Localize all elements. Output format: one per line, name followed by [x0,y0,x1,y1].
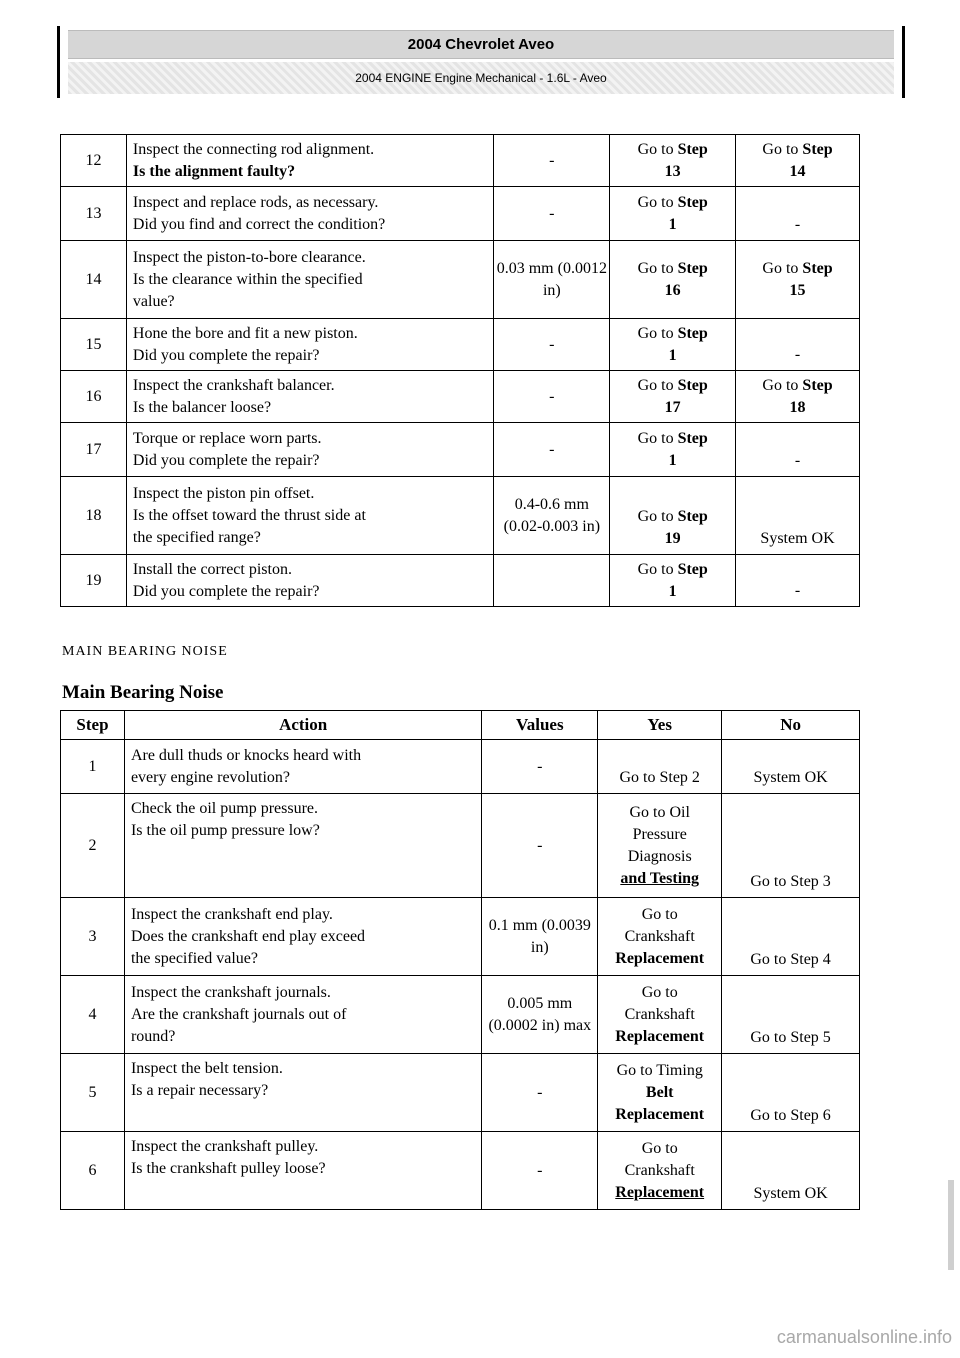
action-cell: Inspect the connecting rod alignment. Is the alignment faulty? [126,135,493,187]
yes-cell[interactable]: Go to Timing Belt Replacement [598,1054,722,1132]
table-row [61,477,860,555]
watermark: carmanualsonline.info [776,1327,952,1347]
table-caption: Main Bearing Noise [62,682,224,703]
yes-cell[interactable]: Go to Crankshaft Replacement [598,976,722,1054]
table-row [61,319,860,371]
action-cell: Hone the bore and fit a new piston. Did you complete the repair? [126,319,493,371]
header-action: Action [124,711,481,740]
action-cell: Check the oil pump pressure. Is the oil pump pressure low? [124,794,481,898]
action-cell: Torque or replace worn parts. Did you complete the repair? [126,423,493,477]
step-number: 16 [61,371,127,423]
step-number: 19 [61,555,127,607]
value-cell: - [482,794,598,898]
step-number: 3 [61,898,125,976]
yes-cell[interactable]: Go to Step 13 [610,135,736,187]
value-cell: 0.4-0.6 mm (0.02-0.003 in) [494,477,610,555]
header-yes: Yes [598,711,722,740]
no-cell: Go to Step 6 [722,1054,860,1132]
no-cell[interactable]: Go to Step 14 [736,135,860,187]
no-cell: System OK [736,477,860,555]
yes-cell[interactable]: Go to Crankshaft Replacement [598,898,722,976]
yes-cell[interactable]: Go to Step 19 [610,477,736,555]
value-cell: - [494,423,610,477]
yes-cell[interactable]: Go to Crankshaft Replacement [598,1132,722,1210]
step-number: 13 [61,187,127,241]
table-row [61,794,860,898]
table-row [61,976,860,1054]
yes-cell[interactable]: Go to Step 16 [610,241,736,319]
value-cell [494,555,610,607]
no-cell: Go to Step 4 [722,898,860,976]
no-cell: - [736,555,860,607]
action-cell: Are dull thuds or knocks heard with every engine revolution? [124,740,481,794]
header-values: Values [482,711,598,740]
section-label: MAIN BEARING NOISE [62,644,228,659]
step-number: 15 [61,319,127,371]
table-row [61,1132,860,1210]
action-cell: Inspect the crankshaft balancer. Is the balancer loose? [126,371,493,423]
action-cell: Inspect the piston-to-bore clearance. Is the clearance within the specified value? [126,241,493,319]
table-row [61,1054,860,1132]
no-cell: Go to Step 3 [722,794,860,898]
document-subtitle: 2004 ENGINE Engine Mechanical - 1.6L - Aveo [68,62,894,94]
no-cell: System OK [722,1132,860,1210]
scroll-edge [948,1180,954,1270]
step-number: 17 [61,423,127,477]
yes-cell[interactable]: Go to Step 1 [610,423,736,477]
step-number: 5 [61,1054,125,1132]
table-header-row [61,711,860,740]
value-cell: - [482,1054,598,1132]
yes-cell[interactable]: Go to Step 1 [610,187,736,241]
value-cell: 0.005 mm (0.0002 in) max [482,976,598,1054]
page-header [57,26,905,98]
step-number: 12 [61,135,127,187]
table-row [61,187,860,241]
yes-cell[interactable]: Go to Step 17 [610,371,736,423]
table-row [61,241,860,319]
value-cell: - [494,371,610,423]
document-title: 2004 Chevrolet Aveo [68,30,894,59]
action-cell: Inspect and replace rods, as necessary. Did you find and correct the condition? [126,187,493,241]
value-cell: - [494,135,610,187]
action-cell: Inspect the crankshaft journals. Are the crankshaft journals out of round? [124,976,481,1054]
no-cell: - [736,319,860,371]
step-number: 2 [61,794,125,898]
yes-cell[interactable]: Go to Step 1 [610,555,736,607]
yes-cell[interactable]: Go to Step 1 [610,319,736,371]
table-row [61,740,860,794]
value-cell: 0.1 mm (0.0039 in) [482,898,598,976]
yes-cell[interactable]: Go to Oil Pressure Diagnosis and Testing [598,794,722,898]
no-cell: - [736,423,860,477]
no-cell[interactable]: Go to Step 18 [736,371,860,423]
value-cell: - [494,187,610,241]
step-number: 18 [61,477,127,555]
value-cell: - [494,319,610,371]
diagnostic-table-continued [60,134,860,607]
action-cell: Install the correct piston. Did you complete the repair? [126,555,493,607]
value-cell: - [482,740,598,794]
table-row [61,423,860,477]
table-row [61,555,860,607]
table-row [61,371,860,423]
header-no: No [722,711,860,740]
no-cell: - [736,187,860,241]
value-cell: 0.03 mm (0.0012 in) [494,241,610,319]
header-step: Step [61,711,125,740]
table-row [61,135,860,187]
no-cell[interactable]: Go to Step 15 [736,241,860,319]
action-cell: Inspect the crankshaft pulley. Is the crankshaft pulley loose? [124,1132,481,1210]
action-cell: Inspect the crankshaft end play. Does the crankshaft end play exceed the specified value? [124,898,481,976]
no-cell: System OK [722,740,860,794]
yes-cell[interactable]: Go to Step 2 [598,740,722,794]
action-cell: Inspect the piston pin offset. Is the offset toward the thrust side at the specified range? [126,477,493,555]
action-cell: Inspect the belt tension. Is a repair necessary? [124,1054,481,1132]
step-number: 6 [61,1132,125,1210]
step-number: 1 [61,740,125,794]
step-number: 4 [61,976,125,1054]
value-cell: - [482,1132,598,1210]
link-oil-pressure[interactable]: Go to Oil [629,803,690,821]
step-number: 14 [61,241,127,319]
no-cell: Go to Step 5 [722,976,860,1054]
table-row [61,898,860,976]
main-bearing-noise-table [60,710,860,1210]
